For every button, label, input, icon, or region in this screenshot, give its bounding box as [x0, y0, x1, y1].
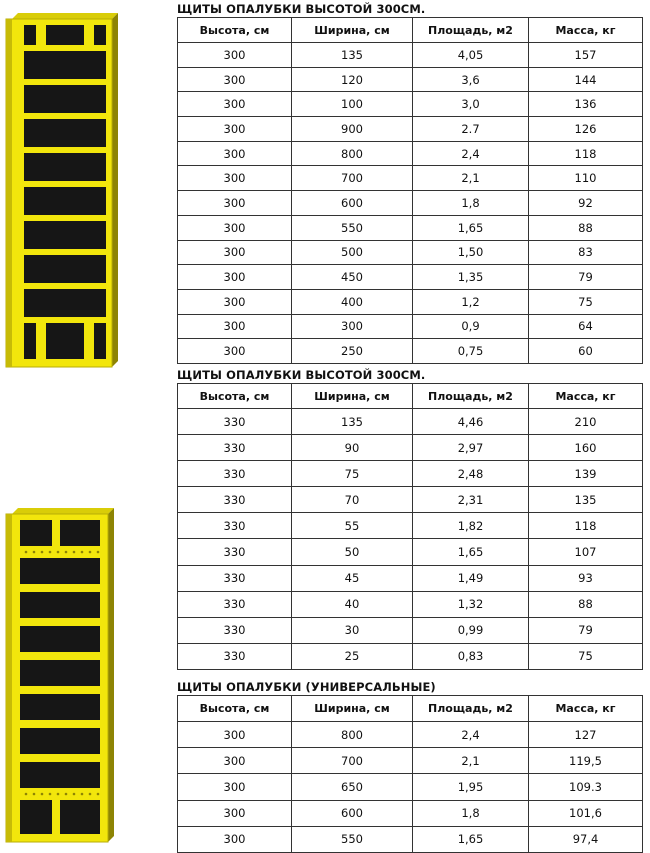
table-cell: 1,8: [413, 800, 529, 826]
table-title-1: ЩИТЫ ОПАЛУБКИ ВЫСОТОЙ 300СМ.: [177, 2, 426, 16]
table-cell: 1,32: [413, 591, 529, 617]
table-cell: 330: [178, 643, 292, 669]
table-cell: 250: [292, 339, 413, 364]
table-cell: 144: [529, 67, 643, 92]
table-cell: 600: [292, 800, 413, 826]
table-cell: 118: [529, 513, 643, 539]
table-row: [178, 43, 643, 68]
table-cell: 4,46: [413, 409, 529, 435]
table-cell: 88: [529, 215, 643, 240]
table-row: [178, 591, 643, 617]
table-cell: 135: [292, 43, 413, 68]
table-cell: 1,65: [413, 539, 529, 565]
table-row: [178, 409, 643, 435]
table-row: [178, 240, 643, 265]
specs-table-2: [177, 383, 643, 670]
table-cell: 2,97: [413, 435, 529, 461]
table-cell: 330: [178, 461, 292, 487]
table-cell: 136: [529, 92, 643, 117]
table-cell: 109.3: [529, 774, 643, 800]
table-cell: 330: [178, 409, 292, 435]
table-cell: 300: [178, 191, 292, 216]
table-section-1: [177, 1, 643, 364]
table-cell: 135: [292, 409, 413, 435]
table-row: [178, 141, 643, 166]
table-cell: 126: [529, 117, 643, 142]
table-cell: 1,35: [413, 265, 529, 290]
table-row: [178, 461, 643, 487]
table-cell: 75: [292, 461, 413, 487]
column-header: Высота, см: [178, 18, 292, 43]
table-cell: 300: [178, 141, 292, 166]
table-cell: 2,48: [413, 461, 529, 487]
table-cell: 0,83: [413, 643, 529, 669]
table-cell: 60: [529, 339, 643, 364]
table-row: [178, 513, 643, 539]
table-cell: 2.7: [413, 117, 529, 142]
table-cell: 330: [178, 513, 292, 539]
table-cell: 4,05: [413, 43, 529, 68]
table-row: [178, 435, 643, 461]
table-cell: 300: [178, 314, 292, 339]
table-cell: 83: [529, 240, 643, 265]
column-header: Высота, см: [178, 384, 292, 409]
table-cell: 300: [178, 722, 292, 748]
table-cell: 300: [292, 314, 413, 339]
table-cell: 118: [529, 141, 643, 166]
table-cell: 127: [529, 722, 643, 748]
table-cell: 650: [292, 774, 413, 800]
table-cell: 55: [292, 513, 413, 539]
table-row: [178, 826, 643, 852]
table-cell: 25: [292, 643, 413, 669]
table-cell: 70: [292, 487, 413, 513]
table-cell: 300: [178, 774, 292, 800]
table-cell: 450: [292, 265, 413, 290]
table-cell: 2,4: [413, 141, 529, 166]
table-cell: 300: [178, 43, 292, 68]
table-cell: 1,82: [413, 513, 529, 539]
table-row: [178, 774, 643, 800]
table-cell: 75: [529, 289, 643, 314]
table-row: [178, 748, 643, 774]
column-header: Площадь, м2: [413, 18, 529, 43]
table-cell: 120: [292, 67, 413, 92]
table-cell: 330: [178, 539, 292, 565]
table-header-row: [178, 384, 643, 409]
table-cell: 2,31: [413, 487, 529, 513]
table-cell: 97,4: [529, 826, 643, 852]
table-cell: 300: [178, 117, 292, 142]
table-cell: 300: [178, 240, 292, 265]
table-cell: 64: [529, 314, 643, 339]
table-cell: 800: [292, 722, 413, 748]
table-row: [178, 565, 643, 591]
table-cell: 160: [529, 435, 643, 461]
formwork-panel-image-1: [4, 13, 122, 369]
table-cell: 800: [292, 141, 413, 166]
table-cell: 300: [178, 166, 292, 191]
column-header: Ширина, см: [292, 18, 413, 43]
column-header: Масса, кг: [529, 18, 643, 43]
table-row: [178, 289, 643, 314]
table-cell: 300: [178, 265, 292, 290]
table-cell: 550: [292, 215, 413, 240]
table-cell: 300: [178, 826, 292, 852]
table-row: [178, 117, 643, 142]
table-row: [178, 617, 643, 643]
table-row: [178, 800, 643, 826]
table-cell: 300: [178, 67, 292, 92]
table-cell: 600: [292, 191, 413, 216]
table-cell: 330: [178, 487, 292, 513]
table-cell: 330: [178, 435, 292, 461]
table-cell: 79: [529, 265, 643, 290]
table-cell: 135: [529, 487, 643, 513]
table-cell: 1,49: [413, 565, 529, 591]
table-row: [178, 487, 643, 513]
table-cell: 300: [178, 92, 292, 117]
table-cell: 157: [529, 43, 643, 68]
table-cell: 107: [529, 539, 643, 565]
table-cell: 40: [292, 591, 413, 617]
table-section-3: [177, 679, 643, 853]
column-header: Высота, см: [178, 696, 292, 722]
table-cell: 2,1: [413, 748, 529, 774]
table-cell: 3,6: [413, 67, 529, 92]
table-cell: 0,9: [413, 314, 529, 339]
table-title-3: ЩИТЫ ОПАЛУБКИ (УНИВЕРСАЛЬНЫЕ): [177, 680, 436, 694]
table-cell: 139: [529, 461, 643, 487]
formwork-panel-image-2: [4, 508, 118, 844]
table-row: [178, 92, 643, 117]
table-cell: 75: [529, 643, 643, 669]
table-cell: 330: [178, 565, 292, 591]
table-cell: 0,99: [413, 617, 529, 643]
table-cell: 1,65: [413, 215, 529, 240]
column-header: Масса, кг: [529, 696, 643, 722]
table-row: [178, 539, 643, 565]
table-cell: 50: [292, 539, 413, 565]
specs-table-3: [177, 695, 643, 853]
table-cell: 92: [529, 191, 643, 216]
table-cell: 300: [178, 748, 292, 774]
table-cell: 0,75: [413, 339, 529, 364]
table-cell: 210: [529, 409, 643, 435]
column-header: Площадь, м2: [413, 384, 529, 409]
table-row: [178, 339, 643, 364]
table-cell: 1,2: [413, 289, 529, 314]
table-header-row: [178, 18, 643, 43]
table-cell: 100: [292, 92, 413, 117]
table-cell: 550: [292, 826, 413, 852]
table-title-2: ЩИТЫ ОПАЛУБКИ ВЫСОТОЙ 300СМ.: [177, 368, 426, 382]
table-cell: 300: [178, 800, 292, 826]
table-cell: 90: [292, 435, 413, 461]
table-row: [178, 166, 643, 191]
table-cell: 330: [178, 591, 292, 617]
table-cell: 900: [292, 117, 413, 142]
table-cell: 300: [178, 289, 292, 314]
table-cell: 700: [292, 166, 413, 191]
table-cell: 45: [292, 565, 413, 591]
table-cell: 700: [292, 748, 413, 774]
column-header: Площадь, м2: [413, 696, 529, 722]
table-row: [178, 215, 643, 240]
table-cell: 88: [529, 591, 643, 617]
table-cell: 1,50: [413, 240, 529, 265]
table-cell: 1,95: [413, 774, 529, 800]
table-row: [178, 265, 643, 290]
table-cell: 2,4: [413, 722, 529, 748]
table-cell: 1,8: [413, 191, 529, 216]
table-row: [178, 722, 643, 748]
table-cell: 300: [178, 215, 292, 240]
table-cell: 30: [292, 617, 413, 643]
table-cell: 3,0: [413, 92, 529, 117]
table-cell: 2,1: [413, 166, 529, 191]
table-row: [178, 191, 643, 216]
specs-table-1: [177, 17, 643, 364]
table-cell: 400: [292, 289, 413, 314]
table-cell: 119,5: [529, 748, 643, 774]
formwork-panel-2-drawing: [4, 508, 118, 844]
table-header-row: [178, 696, 643, 722]
table-cell: 330: [178, 617, 292, 643]
table-section-2: [177, 367, 643, 670]
table-cell: 110: [529, 166, 643, 191]
table-row: [178, 67, 643, 92]
table-cell: 101,6: [529, 800, 643, 826]
table-cell: 79: [529, 617, 643, 643]
table-cell: 1,65: [413, 826, 529, 852]
table-cell: 93: [529, 565, 643, 591]
column-header: Масса, кг: [529, 384, 643, 409]
column-header: Ширина, см: [292, 384, 413, 409]
table-row: [178, 314, 643, 339]
table-row: [178, 643, 643, 669]
formwork-panel-1-drawing: [4, 13, 122, 369]
column-header: Ширина, см: [292, 696, 413, 722]
table-cell: 300: [178, 339, 292, 364]
table-cell: 500: [292, 240, 413, 265]
